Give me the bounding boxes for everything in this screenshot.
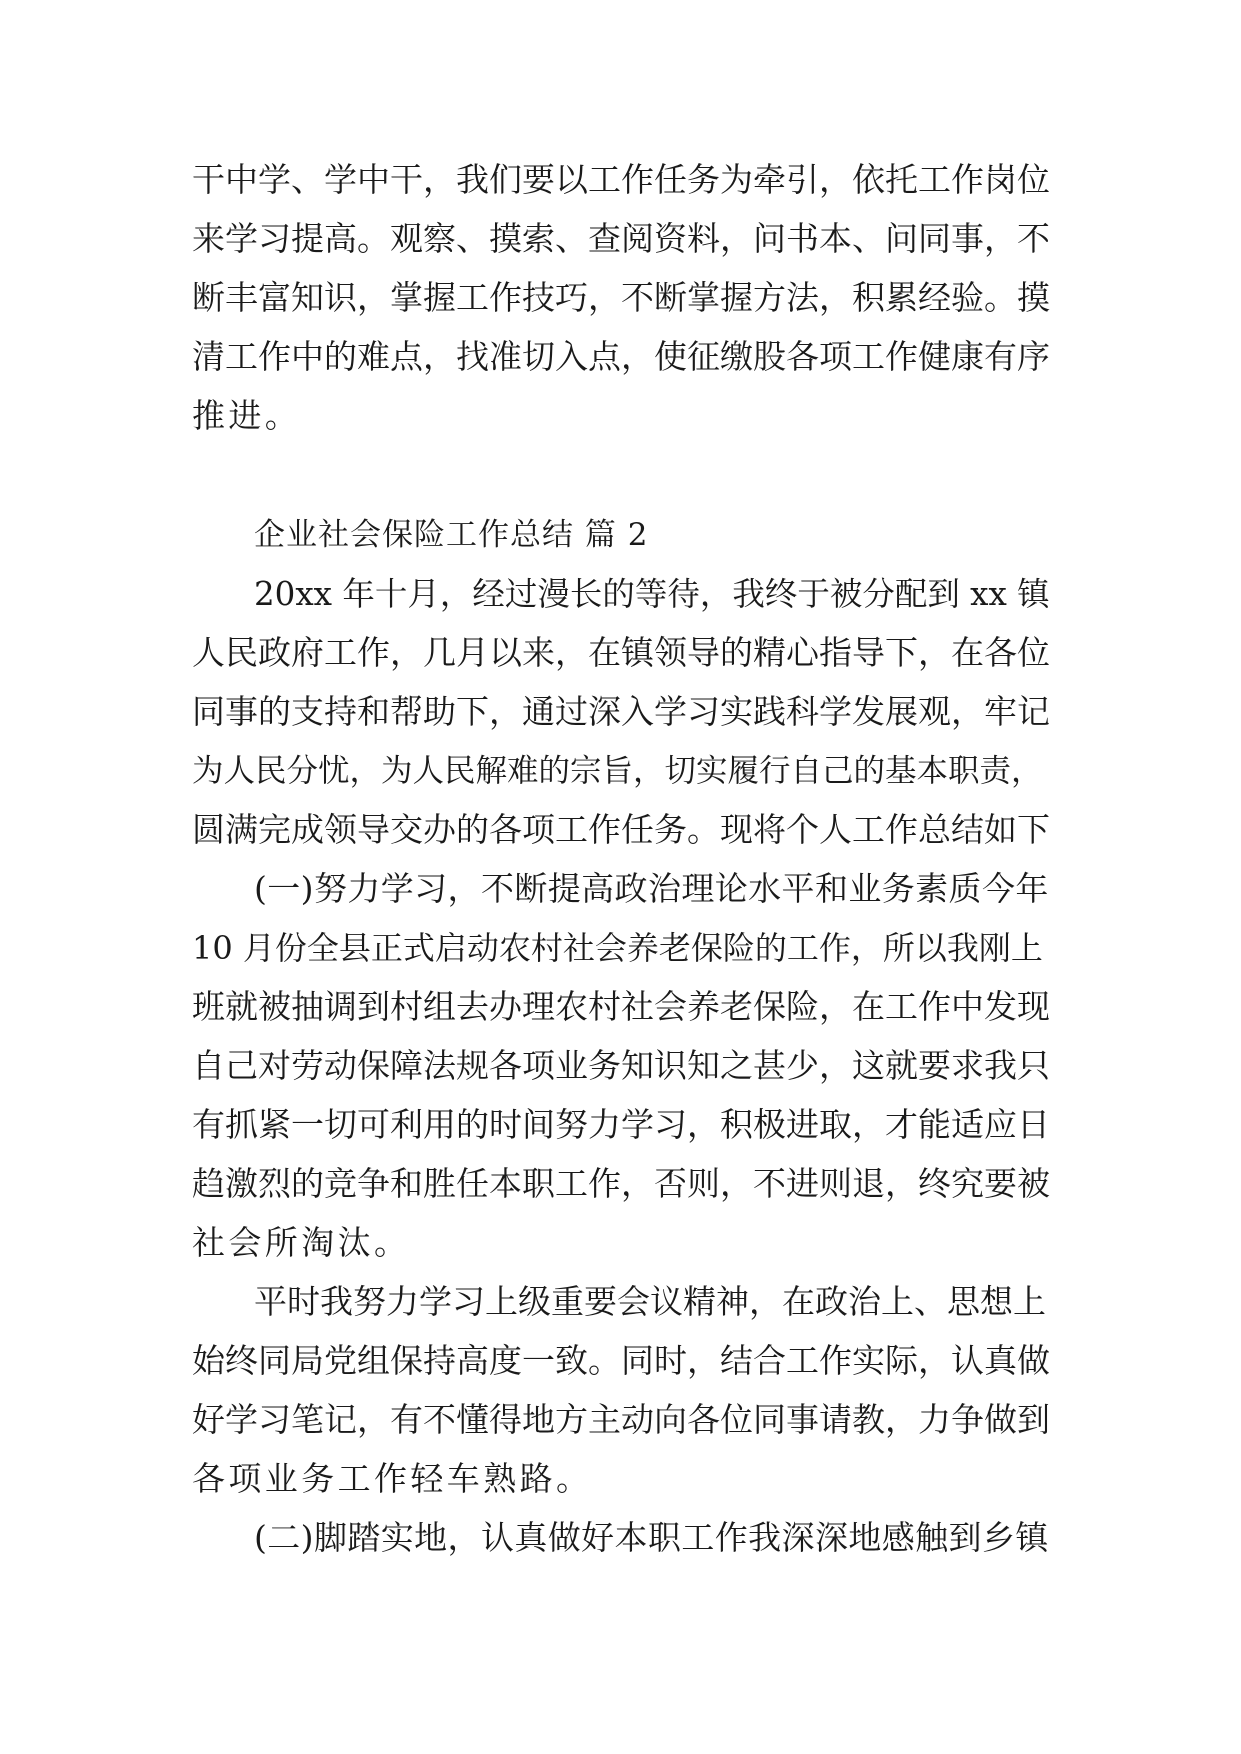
text-line: 断丰富知识，掌握工作技巧，不断掌握方法，积累经验。摸 bbox=[192, 278, 1050, 317]
text-line: 圆满完成领导交办的各项工作任务。现将个人工作总结如下 bbox=[192, 810, 1050, 849]
text-line: 班就被抽调到村组去办理农村社会养老保险，在工作中发现 bbox=[192, 987, 1050, 1026]
section-heading: 企业社会保险工作总结 篇 2 bbox=[254, 517, 649, 553]
text-line: 推进。 bbox=[192, 396, 302, 435]
text-line: 清工作中的难点，找准切入点，使征缴股各项工作健康有序 bbox=[192, 337, 1050, 376]
text-line: 为人民分忧，为人民解难的宗旨，切实履行自己的基本职责， bbox=[192, 753, 1043, 789]
text-line: 社会所淘汰。 bbox=[192, 1223, 411, 1262]
text-line: 好学习笔记，有不懂得地方主动向各位同事请教，力争做到 bbox=[192, 1400, 1050, 1439]
text-line: (一)努力学习，不断提高政治理论水平和业务素质今年 bbox=[254, 869, 1049, 908]
text-line: 人民政府工作，几月以来，在镇领导的精心指导下，在各位 bbox=[192, 633, 1050, 672]
text-line: 始终同局党组保持高度一致。同时，结合工作实际，认真做 bbox=[192, 1341, 1050, 1380]
text-line: 同事的支持和帮助下，通过深入学习实践科学发展观，牢记 bbox=[192, 692, 1050, 731]
text-line: 自己对劳动保障法规各项业务知识知之甚少，这就要求我只 bbox=[192, 1046, 1050, 1085]
text-line: 干中学、学中干，我们要以工作任务为牵引，依托工作岗位 bbox=[192, 160, 1050, 199]
text-line: 各项业务工作轻车熟路。 bbox=[192, 1459, 593, 1498]
text-line: 有抓紧一切可利用的时间努力学习，积极进取，才能适应日 bbox=[192, 1105, 1050, 1144]
text-line: 10 月份全县正式启动农村社会养老保险的工作，所以我刚上 bbox=[192, 929, 1043, 967]
text-line: 来学习提高。观察、摸索、查阅资料，问书本、问同事，不 bbox=[192, 219, 1050, 258]
text-line: 平时我努力学习上级重要会议精神，在政治上、思想上 bbox=[254, 1282, 1046, 1321]
text-line: 20xx 年十月，经过漫长的等待，我终于被分配到 xx 镇 bbox=[254, 575, 1050, 613]
text-line: 趋激烈的竞争和胜任本职工作，否则，不进则退，终究要被 bbox=[192, 1164, 1050, 1203]
text-line: (二)脚踏实地，认真做好本职工作我深深地感触到乡镇 bbox=[254, 1518, 1049, 1557]
